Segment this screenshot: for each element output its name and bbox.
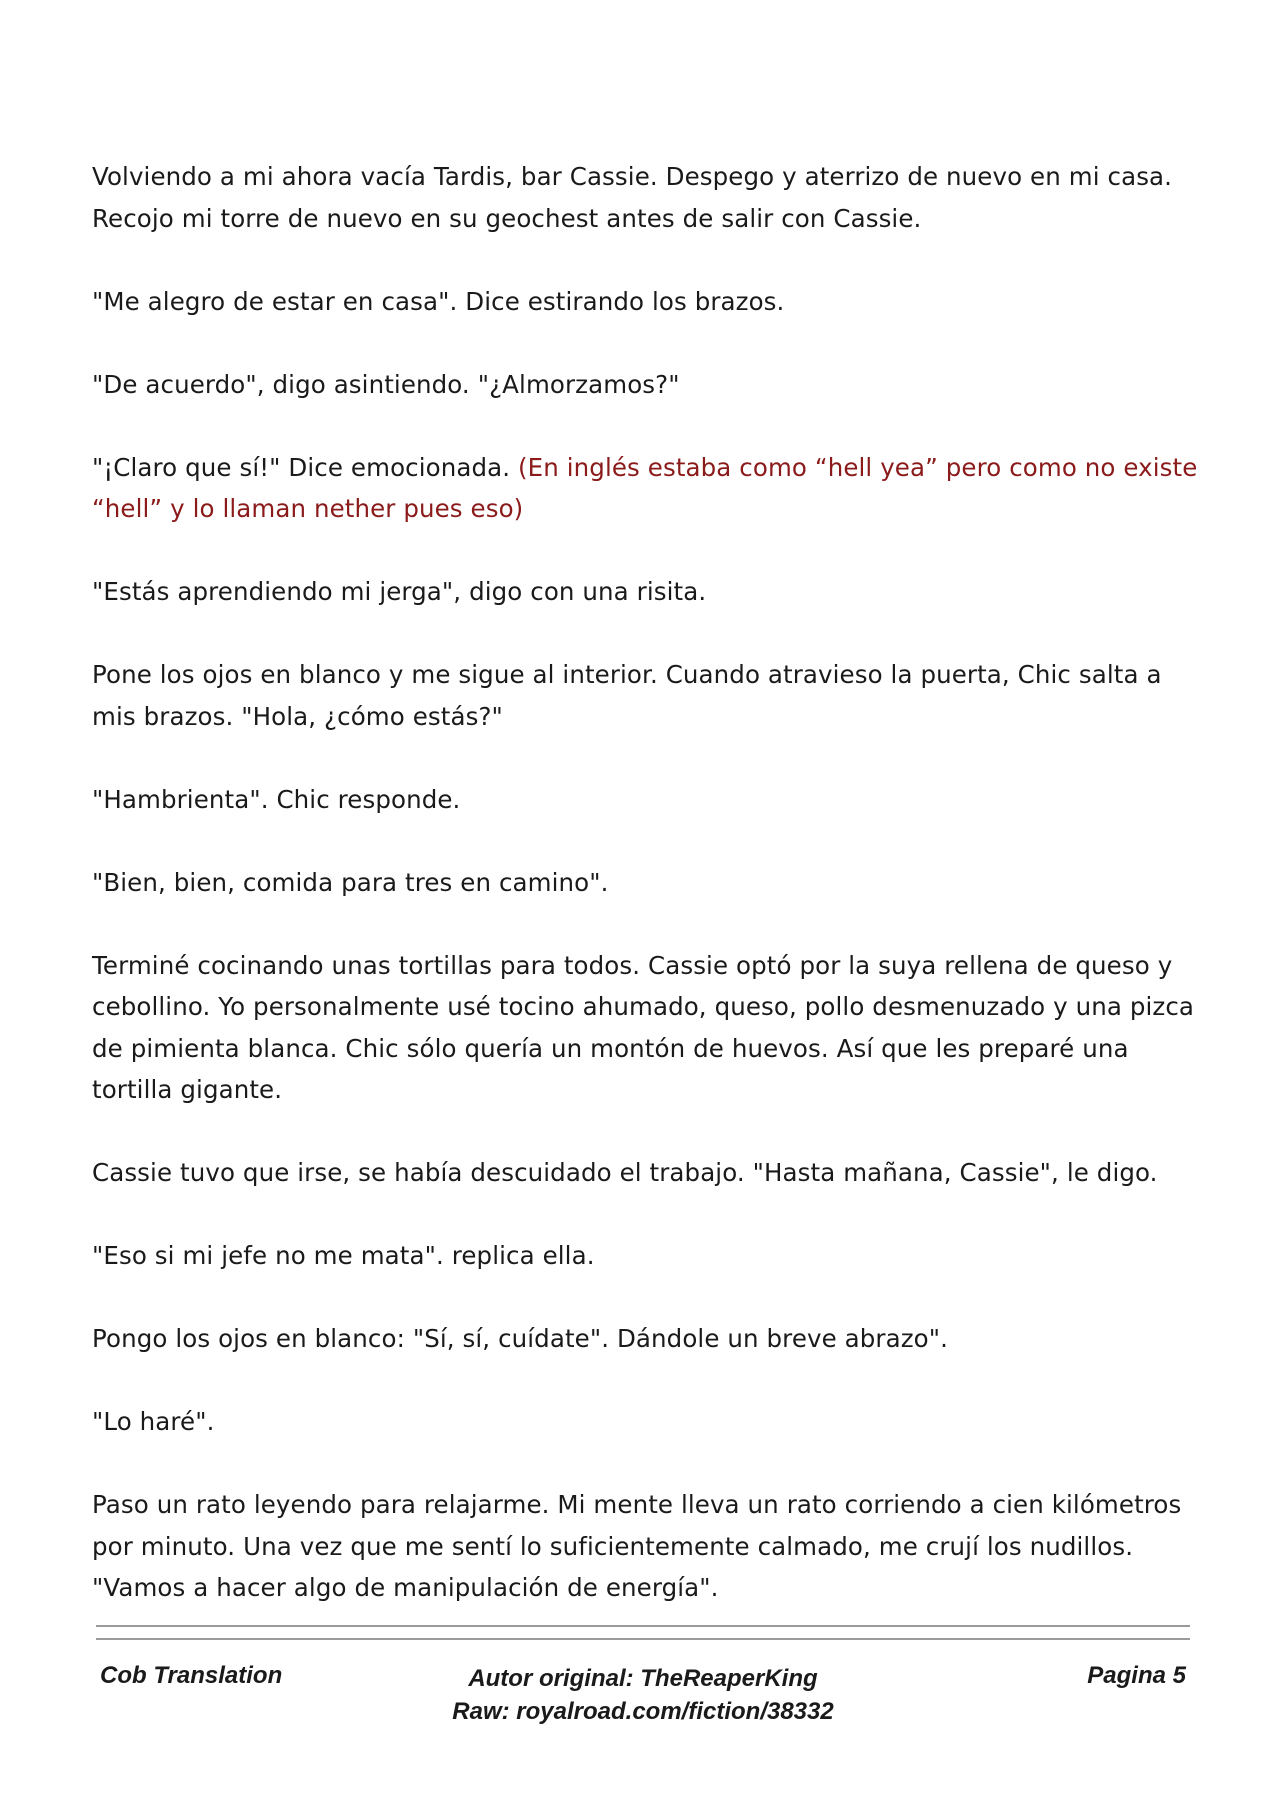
footer-page-number: Pagina 5 (1087, 1662, 1186, 1689)
paragraph-1: Volviendo a mi ahora vacía Tardis, bar Cassie. Despego y aterrizo de nuevo en mi casa. Recojo mi torre de nuevo en su geochest antes de salir con Cassie. (92, 162, 1173, 233)
paragraph-8: "Bien, bien, comida para tres en camino". (92, 867, 609, 897)
paragraph-7: "Hambrienta". Chic responde. (92, 784, 461, 814)
paragraph-13: "Lo haré". (92, 1407, 215, 1436)
paragraph-9: Terminé cocinando unas tortillas para todos. Cassie optó por la suya rellena de queso y cebollino. Yo personalmente usé tocino ahumado, queso, pollo desmenuzado y una pizca de pimienta blanca. Chic sólo quería un montón de huevos. Así que les preparé una tortilla gigante. (92, 950, 1195, 1104)
paragraph-5: "Estás aprendiendo mi jerga", digo con una risita. (92, 577, 707, 606)
translator-note: (En inglés estaba como “hell yea” pero como no existe “hell” y lo llaman nether pues eso) (92, 452, 1198, 523)
footer-divider-top (96, 1625, 1190, 1627)
page-footer (96, 1662, 1190, 1742)
paragraph-4-dialogue: "¡Claro que sí!" Dice emocionada. (92, 452, 511, 482)
chapter-body (92, 156, 1202, 1650)
footer-credits (96, 1662, 1190, 1728)
footer-divider-bottom (96, 1638, 1190, 1640)
paragraph-11: "Eso si mi jefe no me mata". replica ella. (92, 1241, 595, 1270)
paragraph-4 (92, 447, 1202, 530)
paragraph-2: "Me alegro de estar en casa". Dice estirando los brazos. (92, 286, 785, 316)
paragraph-10: Cassie tuvo que irse, se había descuidado el trabajo. "Hasta mañana, Cassie", le digo. (92, 1158, 1158, 1187)
footer-raw-source: Raw: royalroad.com/fiction/38332 (452, 1698, 834, 1725)
footer-author: Autor original: TheReaperKing (468, 1665, 818, 1692)
paragraph-3: "De acuerdo", digo asintiendo. "¿Almorzamos?" (92, 369, 680, 399)
paragraph-6: Pone los ojos en blanco y me sigue al interior. Cuando atravieso la puerta, Chic salta a mis brazos. "Hola, ¿cómo estás?" (92, 660, 1162, 731)
paragraph-14: Paso un rato leyendo para relajarme. Mi mente lleva un rato corriendo a cien kilómetros por minuto. Una vez que me sentí lo suficientemente calmado, me crují los nudillos. "Vamos a hacer algo de manipulación de energía". (92, 1490, 1182, 1602)
paragraph-12: Pongo los ojos en blanco: "Sí, sí, cuídate". Dándole un breve abrazo". (92, 1324, 949, 1353)
footer-translator: Cob Translation (100, 1662, 283, 1689)
